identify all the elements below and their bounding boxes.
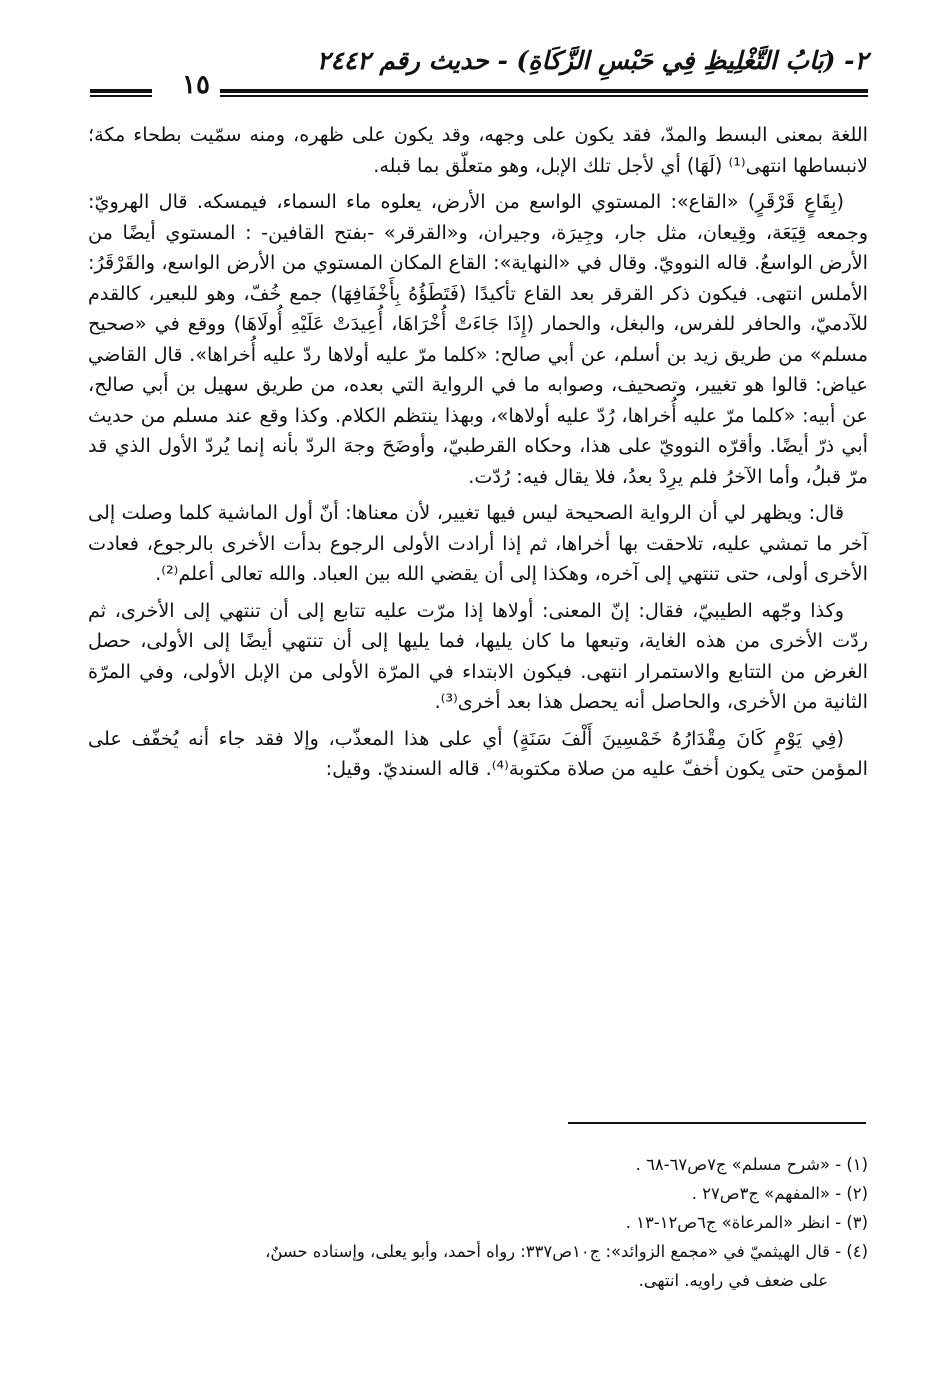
footnote-text: «شرح مسلم» ج٧ص٦٧-٦٨ . — [635, 1155, 831, 1174]
footnote-marker: (٢) - — [835, 1184, 868, 1203]
footnotes — [88, 1150, 868, 1295]
paragraph-2: (بِقَاعٍ قَرْقَرٍ) «القاع»: المستوي الواسع من الأرض، يعلوه ماء السماء، فيمسكه. قال الهرويّ: وجمعه قِيَعَة، وقِيعان، مثل جار، وجِيرَة، وجيران، و«القرقر» -بفتح القافين- : المستوي أيضًا من الأرض الواسعُ. قاله النوويّ. وقال في «النهاية»: القاع المكان المستوي من الأرض الواسع، والقَرْقَرُ: الأملس انتهى. فيكون ذكر القرقر بعد القاع تأكيدًا (فَتَطَؤُهُ بِأَخْفَافِهَا) جمع خُفّ، وهو للبعير، كالقدم للآدميّ، والحافر للفرس، والبغل، والحمار (إِذَا جَاءَتْ أُخْرَاهَا، أُعِيدَتْ عَلَيْهِ أُولَاهَا) ووقع في «صحيح مسلم» من طريق زيد بن أسلم، عن أبي صالح: «كلما مرّ عليه أولاها ردّ عليه أُخراها». قال القاضي عياض: قالوا هو تغيير، وتصحيف، وصوابه ما في الرواية التي بعده، من طريق سهيل بن أبي صالح، عن أبيه: «كلما مرّ عليه أُخراها، رُدّ عليه أولاها»، وبهذا ينتظم الكلام. وكذا وقع عند مسلم من حديث أبي ذرّ أيضًا. وأقرّه النوويّ على هذا، وحكاه القرطبيّ، وأوضَحَ وجهَ الردّ بأنه إنما يُردّ الأول الذي قد مرّ قبلُ، وأما الآخرُ فلم يرِدْ بعدُ، فلا يقال فيه: رُدّت. — [88, 190, 868, 488]
header-rule-left — [90, 89, 152, 93]
footnote-4 — [88, 1237, 868, 1266]
footnote-text: انظر «المرعاة» ج٦ص١٢-١٣ . — [625, 1213, 831, 1232]
footnote-4-continuation: على ضعف في راويه. انتهى. — [638, 1271, 828, 1290]
footnote-2 — [88, 1179, 868, 1208]
footnote-separator — [568, 1122, 866, 1124]
header-rule-left-thin — [90, 95, 152, 97]
paragraph-5: (فِي يَوْمٍ كَانَ مِقْدَارُهُ خَمْسِينَ أَلْفَ سَنَةٍ) أي على هذا المعذّب، وإلا فقد جاء أنه يُخفّف على المؤمن حتى يكون أخفّ عليه من صلاة مكتوبة⁽⁴⁾. قاله السنديّ. وقيل: — [88, 726, 868, 780]
page-number: ١٥ — [182, 70, 210, 100]
header-title: ٢- (بَابُ التَّغْلِيظِ فِي حَبْسِ الزَّكَاةِ) - حديث رقم ٢٤٤٢ — [316, 46, 868, 75]
header-rule — [220, 89, 868, 93]
footnote-text: قال الهيثميّ في «مجمع الزوائد»: ج١٠ص٣٣٧: رواه أحمد، وأبو يعلى، وإسناده حسنٌ، — [265, 1242, 831, 1261]
footnote-marker: (١) - — [835, 1155, 868, 1174]
body-text — [88, 120, 868, 791]
header-rule-thin — [220, 95, 868, 97]
running-header — [90, 46, 868, 102]
paragraph-4: وكذا وجّهه الطيبيّ، فقال: إنّ المعنى: أولاها إذا مرّت عليه تتابع إلى أن تنتهي إلى الأخرى، ثم ردّت الأخرى من هذه الغاية، وتبعها ما كان يليها، فما يليها إلى أن تنتهي أيضًا إلى الأولى، حصل الغرض من التتابع والاستمرار انتهى. فيكون الابتداء في المرّة الأولى من الإبل الأولى، وفي المرّة الثانية من الأخرى، والحاصل أنه يحصل هذا بعد أخرى⁽³⁾. — [88, 598, 868, 713]
footnote-3 — [88, 1208, 868, 1237]
paragraph-3: قال: ويظهر لي أن الرواية الصحيحة ليس فيها تغيير، لأن معناها: أنّ أول الماشية كلما وصلت إلى آخر ما تمشي عليه، تلاحقت بها أخراها، ثم إذا أرادت الأولى الرجوع بدأت الأخرى بالرجوع، فعادت الأخرى أولى، حتى تنتهي إلى آخره، وهكذا إلى أن يقضي الله بين العباد. والله تعالى أعلم⁽²⁾. — [88, 501, 868, 585]
footnote-marker: (٣) - — [835, 1213, 868, 1232]
footnote-text: «المفهم» ج٣ص٢٧ . — [691, 1184, 831, 1203]
footnote-1 — [88, 1150, 868, 1179]
paragraph-1: اللغة بمعنى البسط والمدّ، فقد يكون على وجهه، وقد يكون على ظهره، ومنه سمّيت بطحاء مكة؛ لانبساطها انتهى⁽¹⁾ (لَهَا) أي لأجل تلك الإبل، وهو متعلّق بما قبله. — [88, 123, 868, 177]
footnote-marker: (٤) - — [835, 1242, 868, 1261]
